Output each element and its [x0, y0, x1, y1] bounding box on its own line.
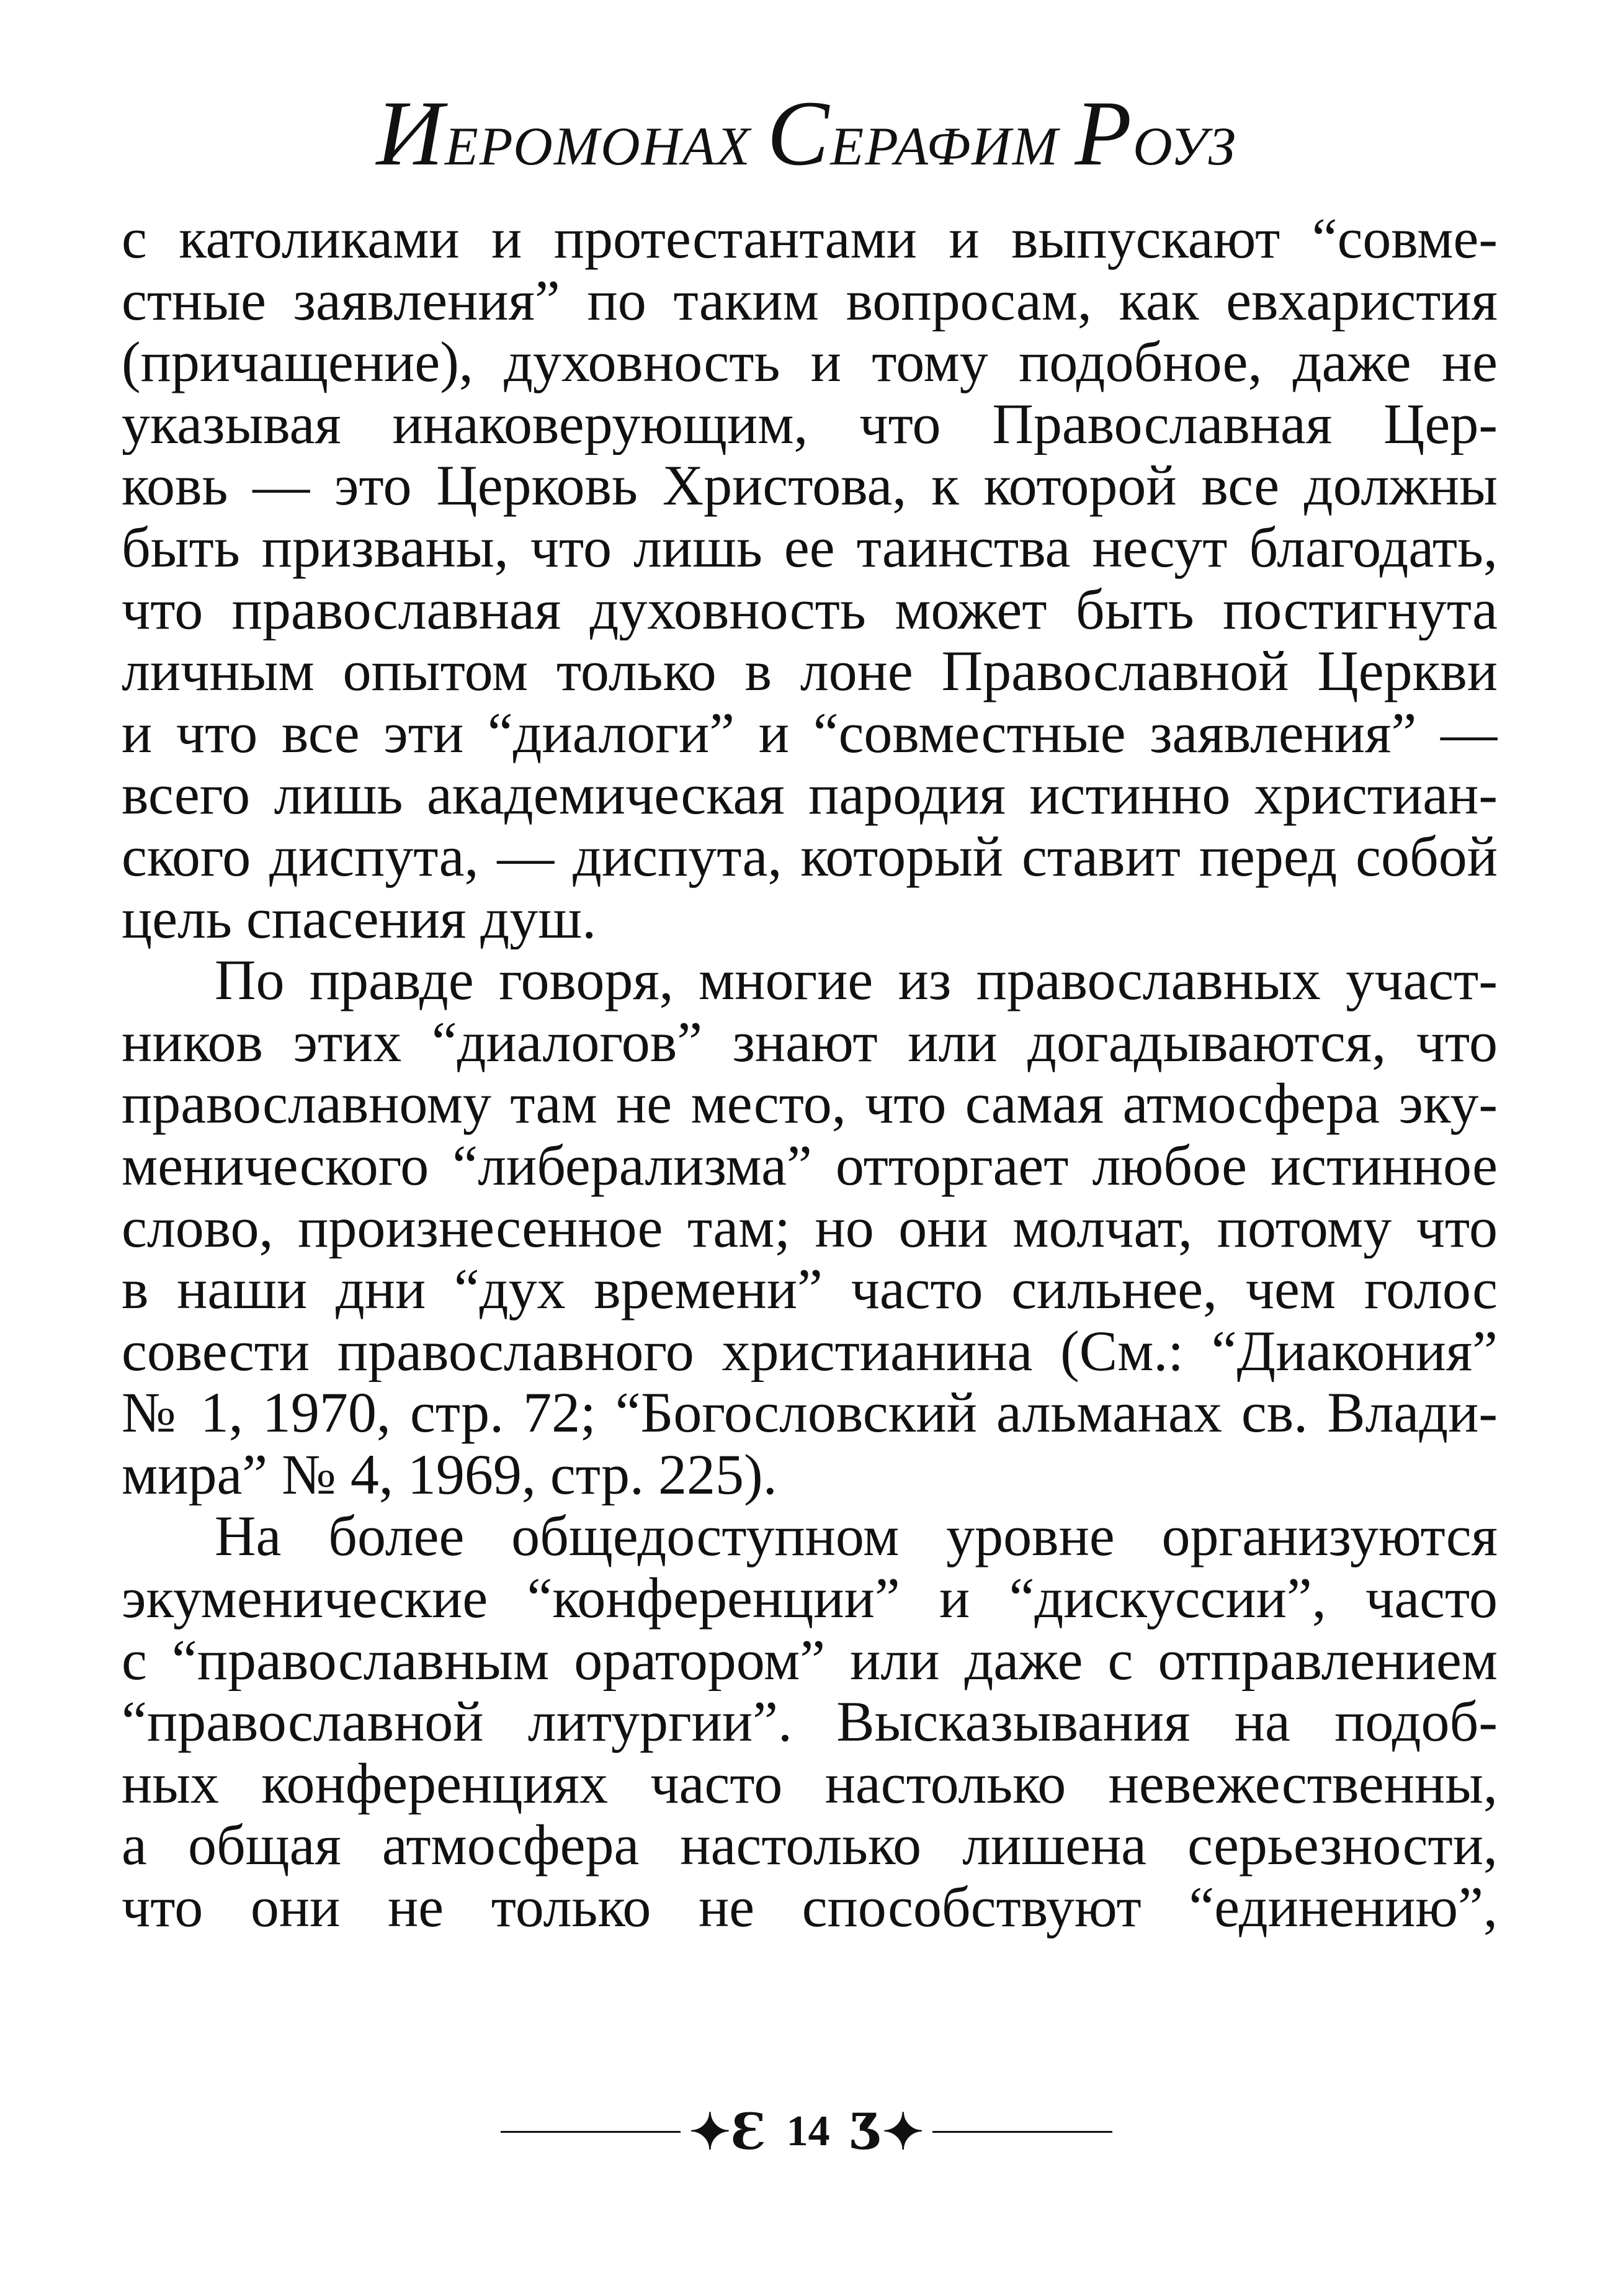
- running-head-initial: И: [376, 82, 445, 185]
- text-line: менического “либерализма” отторгает любое истинное: [122, 1134, 1498, 1197]
- text-line: По правде говоря, многие из православных участ-: [215, 949, 1498, 1011]
- text-line: совести православного христианина (См.: “Диакония”: [122, 1320, 1498, 1383]
- body-text: [122, 208, 1498, 1939]
- paragraph: [122, 1505, 1498, 1938]
- right-ornament-icon: Ʒ✦: [849, 2102, 924, 2161]
- text-line: ского диспута, — диспута, который ставит перед собой: [122, 825, 1498, 888]
- text-line: с “православным оратором” или даже с отправлением: [122, 1629, 1498, 1692]
- running-head-word: ЕРАФИМ: [830, 117, 1060, 177]
- text-line: ковь — это Церковь Христова, к которой все должны: [122, 455, 1498, 517]
- page-number: 14: [786, 2107, 830, 2155]
- text-line: всего лишь академическая пародия истинно христиан-: [122, 764, 1498, 826]
- text-line: а общая атмосфера настолько лишена серьезности,: [122, 1814, 1498, 1877]
- text-line: стные заявления” по таким вопросам, как евхаристия: [122, 269, 1498, 332]
- page-footer: [0, 2102, 1613, 2161]
- text-line: “православной литургии”. Высказывания на подоб-: [122, 1691, 1498, 1753]
- text-line: указывая инаковерующим, что Православная Цер-: [122, 393, 1498, 455]
- text-line: что они не только не способствуют “единению”,: [122, 1877, 1498, 1939]
- text-line: личным опытом только в лоне Православной Церкви: [122, 640, 1498, 702]
- footer-rule-left: [501, 2131, 681, 2133]
- text-line: ных конференциях часто настолько невежественны,: [122, 1752, 1498, 1815]
- text-line: с католиками и протестантами и выпускают “совме-: [122, 208, 1498, 270]
- text-line: ников этих “диалогов” знают или догадываются, что: [122, 1011, 1498, 1074]
- running-head-initial: Р: [1075, 82, 1133, 185]
- text-line: экуменические “конференции” и “дискуссии”, часто: [122, 1567, 1498, 1630]
- paragraph: [122, 949, 1498, 1505]
- text-line: что православная духовность может быть постигнута: [122, 578, 1498, 641]
- text-line: быть призваны, что лишь ее таинства несут благодать,: [122, 516, 1498, 579]
- text-line: православному там не место, что самая атмосфера эку-: [122, 1073, 1498, 1135]
- text-line: цель спасения душ.: [122, 887, 597, 950]
- text-line: в наши дни “дух времени” часто сильнее, чем голос: [122, 1258, 1498, 1321]
- text-line: и что все эти “диалоги” и “совместные заявления” —: [122, 702, 1498, 765]
- paragraph: [122, 208, 1498, 949]
- running-head-word: ОУЗ: [1133, 117, 1237, 177]
- running-head-initial: С: [767, 82, 831, 185]
- text-line: На более общедоступном уровне организуются: [215, 1505, 1498, 1568]
- running-head-word: ЕРОМОНАХ: [444, 117, 751, 177]
- text-line: (причащение), духовность и тому подобное, даже не: [122, 331, 1498, 393]
- text-line: слово, произнесенное там; но они молчат, потому что: [122, 1196, 1498, 1259]
- text-line: мира” № 4, 1969, стр. 225).: [122, 1443, 777, 1506]
- left-ornament-icon: ✦Ɛ: [689, 2102, 767, 2161]
- footer-rule-right: [932, 2131, 1112, 2133]
- text-line: № 1, 1970, стр. 72; “Богословский альманах св. Влади-: [122, 1382, 1498, 1444]
- running-head: [0, 82, 1613, 185]
